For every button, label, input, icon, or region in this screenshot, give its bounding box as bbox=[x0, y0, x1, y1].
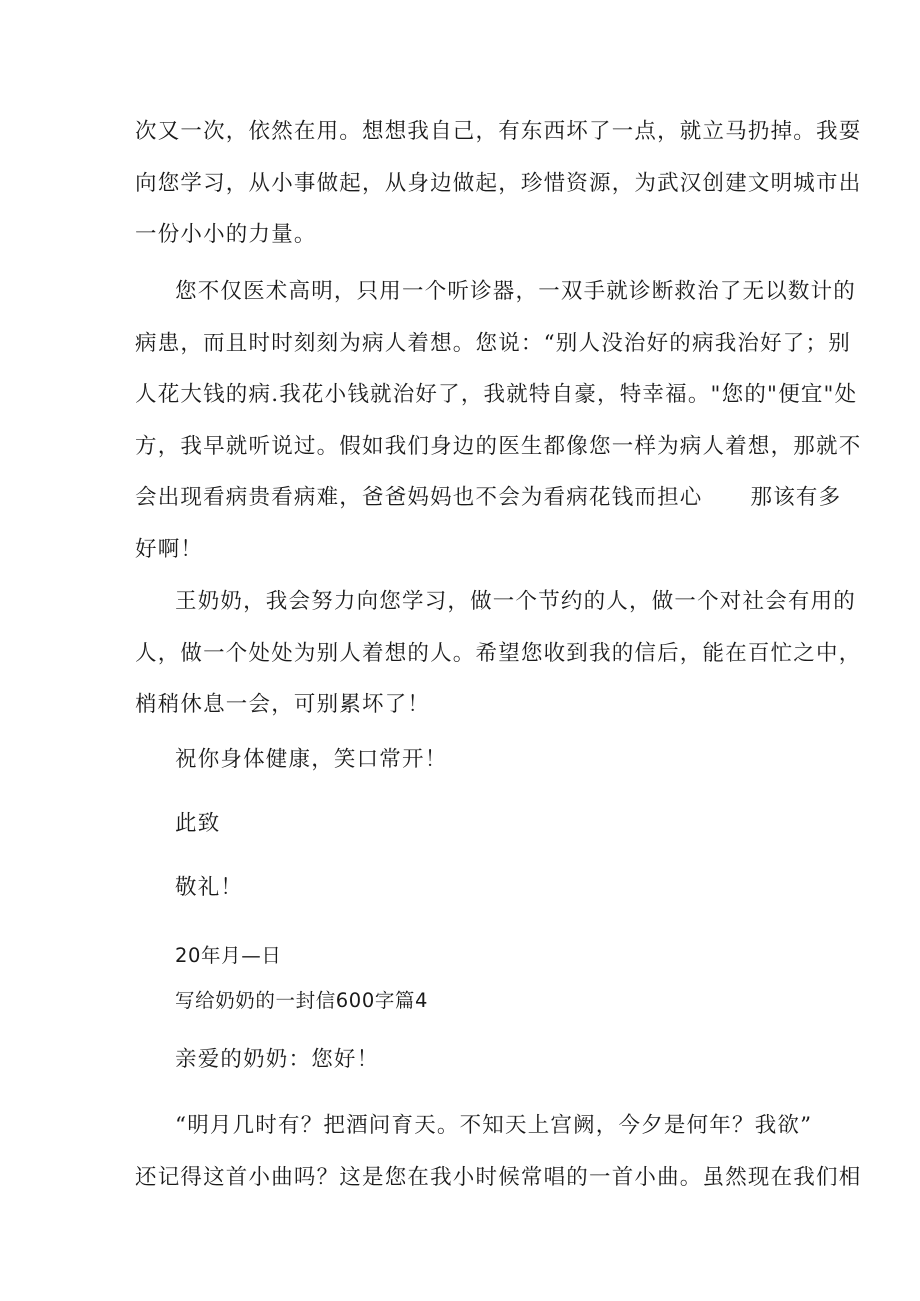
text-line bbox=[135, 472, 842, 524]
text-line: 次又一次，依然在用。想想我自己，有东西坏了一点，就立马扔掉。我耍 bbox=[135, 119, 862, 144]
letter-greeting: 亲爱的奶奶：您好！ bbox=[175, 1047, 380, 1072]
paragraph-promise bbox=[135, 576, 862, 731]
letter-date: 20年月—日 bbox=[175, 944, 282, 967]
paragraph-poem bbox=[135, 1100, 862, 1203]
closing-wish: 祝你身体健康，笑口常开！ bbox=[175, 747, 448, 772]
text-line: 病患，而且时时刻刻为病人着想。您说：“别人没治好的病我治好了；别 bbox=[135, 330, 851, 356]
text-line: 一份小小的力量。 bbox=[135, 222, 317, 247]
text-line: 方，我早就听说过。假如我们身边的医生都像您一样为病人着想，那就不 bbox=[135, 433, 862, 459]
text-line: 您不仅医术高明，只用一个听诊器，一双手就诊断救治了无以数计的 bbox=[175, 279, 857, 304]
paragraph-doctor bbox=[135, 266, 862, 575]
closing-cizhi: 此致 bbox=[175, 811, 221, 836]
text-line: 人，做一个处处为别人着想的人。希望您收到我的信后，能在百忙之中， bbox=[135, 640, 862, 666]
text-line: “明月几时有？把酒问育天。不知天上宫阙，今夕是何年？我欲” bbox=[175, 1113, 813, 1138]
text-line: 向您学习，从小事做起，从身边做起，珍惜资源，为武汉创建文明城市出 bbox=[135, 170, 862, 196]
text-line: 王奶奶，我会努力向您学习，做一个节约的人，做一个对社会有用的 bbox=[175, 589, 857, 614]
text-segment: 会出现看病贵看病难，爸爸妈妈也不会为看病花钱而担心 bbox=[135, 485, 703, 510]
text-segment: 那该有多 bbox=[750, 485, 842, 510]
text-line: 人花大钱的病.我花小钱就治好了，我就特自豪，特幸福。"您的"便宜"处 bbox=[135, 382, 858, 407]
article-title: 写给奶奶的一封信600字篇4 bbox=[175, 989, 429, 1012]
closing-jingli: 敬礼！ bbox=[175, 875, 244, 900]
text-line: 还记得这首小曲吗？这是您在我小时候常唱的一首小曲。虽然现在我们相 bbox=[135, 1164, 862, 1190]
paragraph-continuation bbox=[135, 106, 862, 261]
text-line: 梢稍休息一会，可别累坏了！ bbox=[135, 692, 431, 717]
text-line: 好啊！ bbox=[135, 536, 204, 562]
